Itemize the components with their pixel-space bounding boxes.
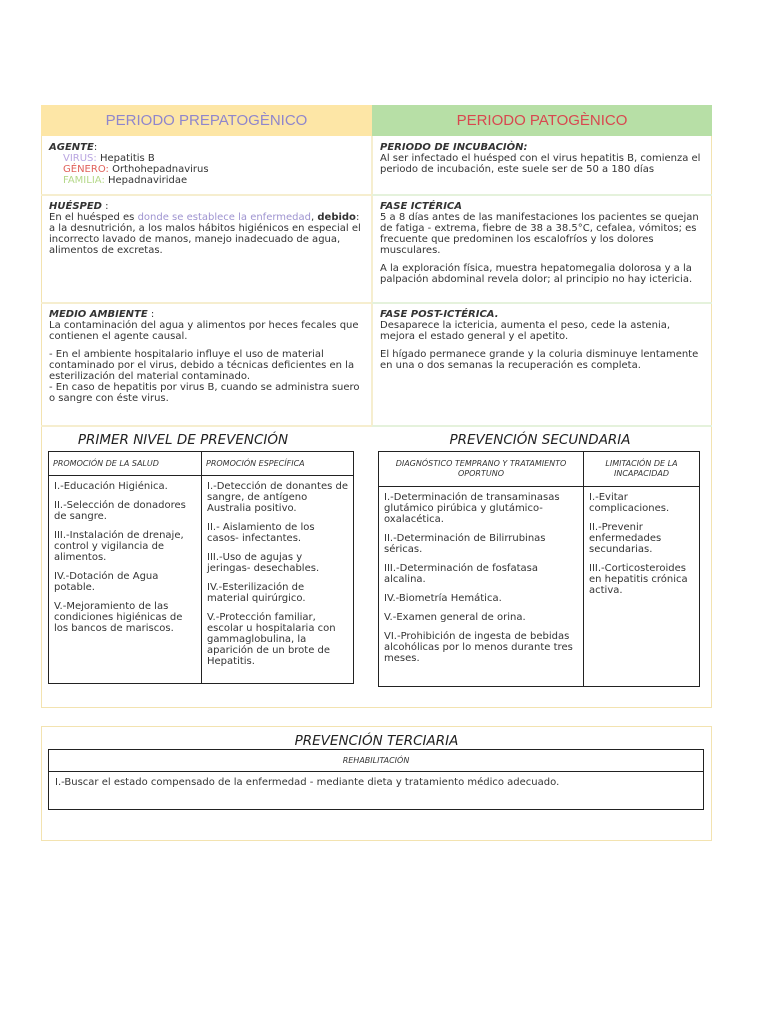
incubacion-text: Al ser infectado el huésped con el virus hepatitis B, comienza el periodo de incubación, este suele ser de 50 a 180 días [380,153,701,175]
list-item: I.-Determinación de transaminasas glutámico pirúbica y glutámico-oxalacética. [384,492,560,525]
huesped-line1: En el huésped es [49,212,135,223]
list-item: IV.-Dotación de Agua potable. [54,571,159,593]
primer-nivel-title: PRIMER NIVEL DE PREVENCIÓN [77,432,289,448]
icterica-p2: A la exploración física, muestra hepatomegalia dolorosa y a la palpación abdominal revela dolor; al principio no hay ictericia. [380,263,693,285]
familia-value: Hepadnaviridae [108,175,188,186]
promocion-salud-header: PROMOCIÓN DE LA SALUD [49,452,202,476]
icterica-label: FASE ICTÉRICA [380,201,463,212]
agente-label: AGENTE [49,142,94,153]
terciaria-table [48,749,704,810]
medio-label: MEDIO AMBIENTE [49,309,148,320]
cell-medio-ambiente: MEDIO AMBIENTE : La contaminación del agua y alimentos por heces fecales que contienen el agente causal. - En el ambiente hospitalario influye el uso de material contaminado por el virus, debido a técnicas deficientes en la esterilización del material contaminado. - En caso de hepatitis por virus B, cuando se administra suero o sangre con éste virus. [43,305,371,425]
post-label: FASE POST-ICTÉRICA. [380,309,499,320]
incubacion-label: PERIODO DE INCUBACIÒN: [380,142,528,153]
list-item: II.-Selección de donadores de sangre. [54,500,186,522]
cell-incubacion [374,138,711,194]
list-item: II.-Determinación de Bilirrubinas séricas. [384,533,546,555]
diagnostico-list [379,487,584,687]
list-item: III.-Uso de agujas y jeringas- desechables. [207,552,320,574]
huesped-label: HUÉSPED [49,201,102,212]
promocion-salud-list [49,476,202,684]
familia-label: FAMILIA: [63,175,105,186]
virus-value: Hepatitis B [99,153,155,164]
icterica-p1: 5 a 8 días antes de las manifestaciones los pacientes se quejan de fatiga - extrema, fiebre de 38 a 38.5°C, cefalea, vómitos; es frecuente que predominen los escalofríos y los dolores musculares. [380,212,699,256]
promocion-especifica-header: PROMOCIÓN ESPECÍFICA [202,452,354,476]
list-item: V.-Mejoramiento de las condiciones higiénicas de los bancos de mariscos. [54,601,183,634]
secundaria-table [378,451,700,687]
list-item: III.-Corticosteroides en hepatitis crónica activa. [589,563,688,596]
huesped-text: : a la desnutrición, a los malos hábitos higiénicos en especial el incorrecto lavado de manos, manejo inadecuado de agua, alimentos de excretas. [49,212,361,256]
promocion-especifica-list [202,476,354,684]
debido-label: debido [317,212,356,223]
huesped-highlight: donde se establece la enfermedad [137,212,312,223]
cell-huesped: HUÉSPED : En el huésped es donde se establece la enfermedad, debido: a la desnutrición, a los malos hábitos higiénicos en especial el incorrecto lavado de manos, manejo inadecuado de agua, alimentos de excretas. [49,201,361,256]
rehabilitacion-header: REHABILITACIÓN [49,750,704,772]
virus-label: VIRUS: [63,153,97,164]
list-item: VI.-Prohibición de ingesta de bebidas alcohólicas por lo menos durante tres meses. [384,631,573,664]
diagnostico-header: DIAGNÓSTICO TEMPRANO Y TRATAMIENTO OPORTUNO [379,452,584,487]
divider-right-1 [372,194,712,196]
divider-vertical [371,136,373,426]
genero-label: GÉNERO: [63,164,109,175]
divider-right-2 [372,302,712,304]
divider-right-3 [372,425,712,427]
list-item: IV.-Esterilización de material quirúrgico. [207,582,306,604]
list-item: I.-Evitar complicaciones. [589,492,670,514]
limitacion-list [584,487,700,687]
primer-nivel-table [48,451,354,684]
header-patogenico: PERIODO PATOGÈNICO [372,105,712,136]
list-item: III.-Determinación de fosfatasa alcalina. [384,563,538,585]
list-item: I.-Detección de donantes de sangre, de antígeno Australia positivo. [207,481,348,514]
list-item: IV.-Biometría Hemática. [384,593,502,604]
list-item: V.-Protección familiar, escolar u hospitalaria con gammaglobulina, la aparición de un brote de Hepatitis. [207,612,336,667]
secundaria-title: PREVENCIÓN SECUNDARIA [449,432,631,448]
rehabilitacion-item [49,772,704,810]
cell-agente: AGENTE: VIRUS: Hepatitis B GÉNERO: Orthohepadnavirus FAMILIA: Hepadnaviridae [49,142,209,186]
medio-p2: - En el ambiente hospitalario influye el uso de material contaminado por el virus, debido a técnicas deficientes en la esterilización del material contaminado. [49,349,355,382]
list-item: V.-Examen general de orina. [384,612,526,623]
medio-p3: - En caso de hepatitis por virus B, cuando se administra suero o sangre con éste virus. [49,382,360,404]
medio-p1: La contaminación del agua y alimentos por heces fecales que contienen el agente causal. [49,320,359,342]
cell-fase-icterica [374,197,711,301]
limitacion-header: LIMITACIÓN DE LA INCAPACIDAD [584,452,700,487]
list-item: I.-Buscar el estado compensado de la enfermedad - mediante dieta y tratamiento médico adecuado. [55,777,560,788]
list-item: II.-Prevenir enfermedades secundarias. [589,522,662,555]
header-prepatogenico: PERIODO PREPATOGÈNICO [41,105,372,136]
genero-value: Orthohepadnavirus [112,164,209,175]
terciaria-title: PREVENCIÓN TERCIARIA [294,733,459,749]
post-p2: El hígado permanece grande y la coluria disminuye lentamente en una o dos semanas la recuperación es completa. [380,349,699,371]
list-item: I.-Educación Higiénica. [54,481,168,492]
post-p1: Desaparece la ictericia, aumenta el peso, cede la astenia, mejora el estado general y el apetito. [380,320,671,342]
list-item: II.- Aislamiento de los casos- infectantes. [207,522,315,544]
divider-left-3 [41,425,372,427]
divider-left-2 [41,302,372,304]
cell-fase-post-icterica [374,305,711,425]
list-item: III.-Instalación de drenaje, control y vigilancia de alimentos. [54,530,184,563]
divider-left-1 [41,194,372,196]
